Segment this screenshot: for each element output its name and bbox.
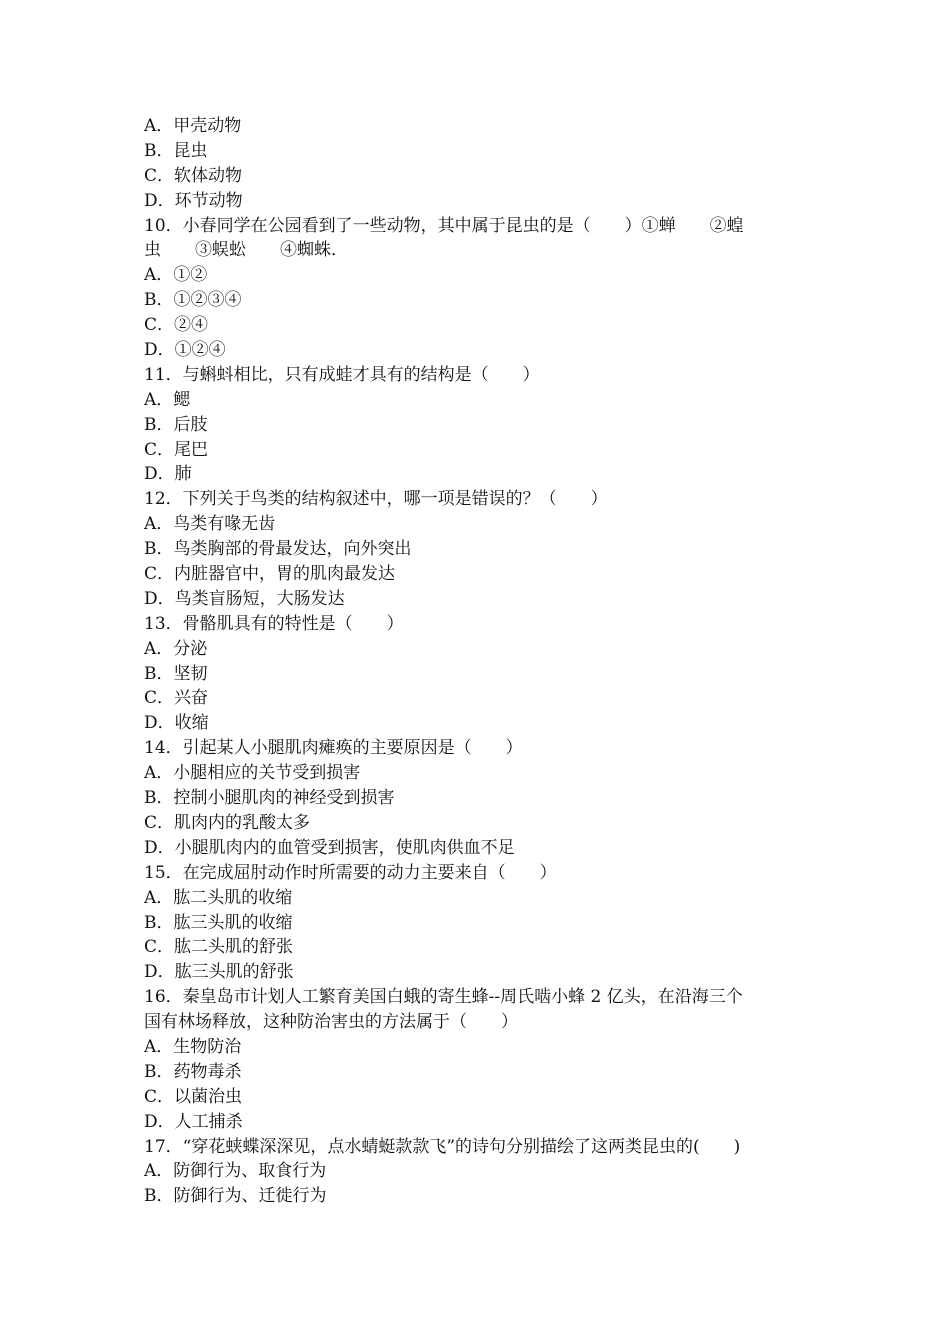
previous-question-options xyxy=(144,114,810,214)
option-d: D．环节动物 xyxy=(144,190,243,211)
option-c: C．内脏器官中，胃的肌肉最发达 xyxy=(144,564,396,585)
option-b: B．坚韧 xyxy=(144,663,208,684)
option-a: A．甲壳动物 xyxy=(144,116,242,136)
option-b: B．药物毒杀 xyxy=(144,1061,242,1082)
option-d: D．人工捕杀 xyxy=(144,1111,243,1132)
option-c: C．以菌治虫 xyxy=(144,1086,243,1107)
question-list xyxy=(144,114,810,1209)
option-a: A．分泌 xyxy=(144,638,208,659)
question-stem: 国有林场释放，这种防治害虫的方法属于（ ） xyxy=(144,1012,518,1033)
question-stem: 14．引起某人小腿肌肉瘫痪的主要原因是（ ） xyxy=(144,738,523,759)
option-b: B．后肢 xyxy=(144,414,208,435)
question-stem: 15．在完成屈肘动作时所需要的动力主要来自（ ） xyxy=(144,862,557,883)
question-10 xyxy=(144,214,810,363)
question-stem: 11．与蝌蚪相比，只有成蛙才具有的结构是（ ） xyxy=(144,364,540,385)
option-d: D．①②④ xyxy=(144,340,226,361)
question-stem: 10．小春同学在公园看到了一些动物，其中属于昆虫的是（ ）①蝉 ②蝗 xyxy=(144,215,744,236)
option-a: A．①② xyxy=(144,265,208,286)
option-a: A．生物防治 xyxy=(144,1036,242,1057)
option-d: D．鸟类盲肠短，大肠发达 xyxy=(144,588,345,609)
question-15 xyxy=(144,861,810,985)
option-a: A．防御行为、取食行为 xyxy=(144,1161,327,1182)
question-stem: 12．下列关于鸟类的结构叙述中，哪一项是错误的？（ ） xyxy=(144,489,608,510)
option-d: D．肺 xyxy=(144,464,192,485)
question-12 xyxy=(144,487,810,611)
question-stem: 17．“穿花蛱蝶深深见，点水蜻蜓款款飞”的诗句分别描绘了这两类昆虫的( ) xyxy=(144,1136,741,1157)
option-b: B．防御行为、迁徙行为 xyxy=(144,1186,327,1207)
option-c: C．肌肉内的乳酸太多 xyxy=(144,812,311,833)
question-stem: 13．骨骼肌具有的特性是（ ） xyxy=(144,613,404,634)
option-a: A．鸟类有喙无齿 xyxy=(144,514,276,535)
option-a: A．肱二头肌的收缩 xyxy=(144,887,293,908)
question-11 xyxy=(144,363,810,487)
option-a: A．鳃 xyxy=(144,389,191,410)
option-c: C．肱二头肌的舒张 xyxy=(144,937,294,958)
option-b: B．控制小腿肌肉的神经受到损害 xyxy=(144,788,395,809)
option-c: C．②④ xyxy=(144,315,209,336)
option-b: B．昆虫 xyxy=(144,140,208,161)
question-stem: 16．秦皇岛市计划人工繁育美国白蛾的寄生蜂--周氏啮小蜂 2 亿头，在沿海三个 xyxy=(144,987,743,1008)
option-b: B．肱三头肌的收缩 xyxy=(144,912,293,933)
question-14 xyxy=(144,736,810,860)
option-d: D．肱三头肌的舒张 xyxy=(144,962,294,983)
option-a: A．小腿相应的关节受到损害 xyxy=(144,763,361,784)
option-c: C．尾巴 xyxy=(144,439,209,460)
question-13 xyxy=(144,612,810,736)
question-17 xyxy=(144,1135,810,1210)
question-16 xyxy=(144,985,810,1134)
option-c: C．软体动物 xyxy=(144,165,243,186)
option-b: B．鸟类胸部的骨最发达，向外突出 xyxy=(144,539,412,560)
option-b: B．①②③④ xyxy=(144,290,242,311)
option-d: D．收缩 xyxy=(144,713,209,734)
question-stem: 虫 ③蜈蚣 ④蜘蛛． xyxy=(144,240,348,261)
option-c: C．兴奋 xyxy=(144,688,209,709)
option-d: D．小腿肌肉内的血管受到损害，使肌肉供血不足 xyxy=(144,837,515,858)
